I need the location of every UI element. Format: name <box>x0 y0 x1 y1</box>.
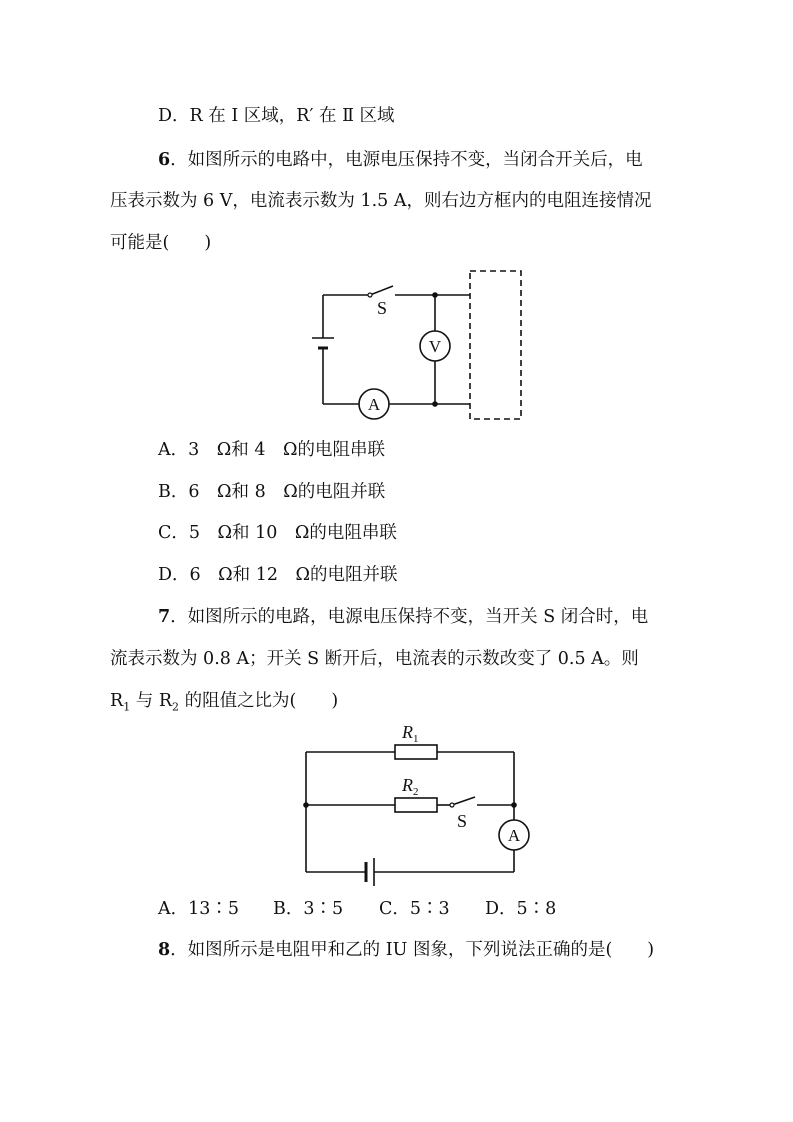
q7-switch-label: S <box>457 811 468 831</box>
q6-switch-label: S <box>377 298 388 318</box>
q5-option-d: D．R 在 Ⅰ 区域，R′ 在 Ⅱ 区域 <box>158 106 395 126</box>
q7-option-b: B．3∶5 <box>273 899 344 919</box>
q6-line-2: 压表示数为 6 V，电流表示数为 1.5 A，则右边方框内的电阻连接情况 <box>110 191 652 211</box>
q7-r2-label: $R_2$ <box>402 775 419 798</box>
q7-junction-left <box>303 802 309 808</box>
q8-text-1: ．如图所示是电阻甲和乙的 IU 图象，下列说法正确的是( ) <box>170 940 655 960</box>
q6-ammeter-label: A <box>367 395 381 414</box>
q7-switch-contact <box>450 803 454 807</box>
q7-r2-subscript: 2 <box>172 700 179 714</box>
q6-number: 6 <box>158 150 171 170</box>
q7-option-a: A．13∶5 <box>158 899 240 919</box>
q7-number: 7 <box>158 607 171 627</box>
q6-text-1: ．如图所示的电路中，电源电压保持不变，当闭合开关后，电 <box>170 150 643 170</box>
q7-line-2: 流表示数为 0.8 A；开关 S 断开后，电流表的示数改变了 0.5 A。则 <box>110 649 639 669</box>
q6-voltmeter-label: V <box>428 337 442 356</box>
q6-option-b: B．6 Ω和 8 Ω的电阻并联 <box>158 482 386 502</box>
q7-r1-letter: R <box>110 691 124 711</box>
q7-text-1: ．如图所示的电路，电源电压保持不变，当开关 S 闭合时，电 <box>170 607 649 627</box>
q7-text-mid: 与 R <box>130 691 172 711</box>
q7-option-d: D．5∶8 <box>485 899 557 919</box>
q7-junction-right <box>511 802 517 808</box>
q6-line-3: 可能是( ) <box>110 233 212 253</box>
q7-option-c: C．5∶3 <box>379 899 450 919</box>
q6-option-a: A．3 Ω和 4 Ω的电阻串联 <box>158 440 385 460</box>
q6-option-d: D．6 Ω和 12 Ω的电阻并联 <box>158 565 398 585</box>
q7-text-end: 的阻值之比为( ) <box>179 691 339 711</box>
q7-switch-blade <box>452 797 475 805</box>
q6-option-c: C．5 Ω和 10 Ω的电阻串联 <box>158 523 397 543</box>
q7-ammeter-label: A <box>507 826 521 845</box>
q7-r1-label: $R_1$ <box>402 722 419 745</box>
q8-line-1 <box>158 938 654 962</box>
q7-options-row <box>158 897 556 921</box>
q8-number: 8 <box>158 940 171 960</box>
q7-resistor-r1 <box>395 745 437 759</box>
q7-r1-subscript: 1 <box>123 700 131 714</box>
q7-resistor-r2 <box>395 798 437 812</box>
